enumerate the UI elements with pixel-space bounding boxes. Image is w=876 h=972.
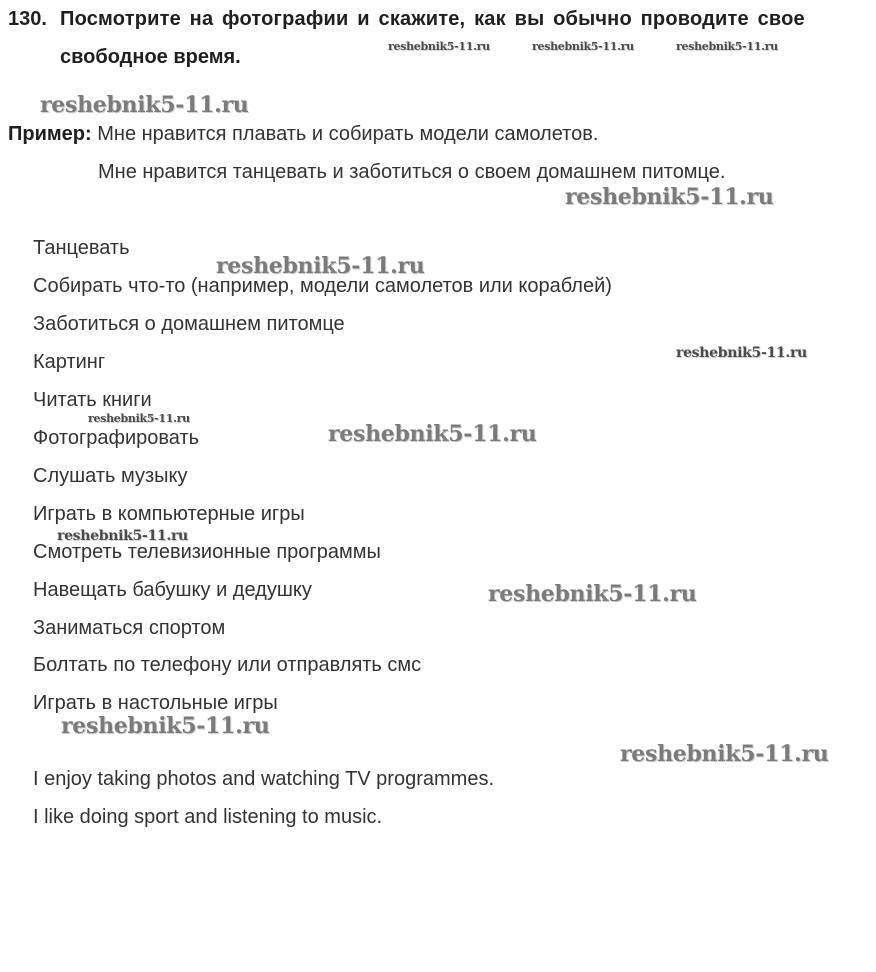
watermark: reshebnik5-11.ru	[620, 741, 829, 767]
activity-item: Играть в настольные игры	[33, 692, 278, 714]
example-text-1: Мне нравится плавать и собирать модели самолетов.	[97, 123, 599, 145]
activity-item: Картинг	[33, 351, 106, 373]
task-instruction-line-2: свободное время.	[60, 46, 241, 68]
activity-item: Болтать по телефону или отправлять смс	[33, 654, 422, 676]
example-line-2: Мне нравится танцевать и заботиться о своем домашнем питомце.	[98, 161, 726, 183]
answer-line-2: I like doing sport and listening to music.	[33, 806, 383, 828]
activity-item: Заботиться о домашнем питомце	[33, 313, 345, 335]
watermark: reshebnik5-11.ru	[40, 92, 249, 118]
task-instruction-line-1: Посмотрите на фотографии и скажите, как вы обычно проводите свое	[60, 8, 805, 30]
watermark: reshebnik5-11.ru	[488, 581, 697, 607]
activity-item: Читать книги	[33, 389, 152, 411]
watermark: reshebnik5-11.ru	[88, 412, 190, 425]
example-line-1	[8, 123, 598, 146]
watermark: reshebnik5-11.ru	[216, 253, 425, 279]
example-label: Пример:	[8, 123, 92, 145]
task-number: 130.	[8, 8, 47, 30]
activity-item: Играть в компьютерные игры	[33, 503, 305, 525]
watermark: reshebnik5-11.ru	[676, 40, 778, 53]
activity-item: Фотографировать	[33, 427, 200, 449]
watermark: reshebnik5-11.ru	[57, 528, 188, 544]
activity-item: Заниматься спортом	[33, 617, 226, 639]
activity-item: Слушать музыку	[33, 465, 188, 487]
answer-line-1: I enjoy taking photos and watching TV programmes.	[33, 768, 494, 790]
watermark: reshebnik5-11.ru	[676, 345, 807, 361]
activity-item: Собирать что-то (например, модели самолетов или кораблей)	[33, 275, 612, 297]
activity-item: Смотреть телевизионные программы	[33, 541, 381, 563]
watermark: reshebnik5-11.ru	[388, 40, 490, 53]
watermark: reshebnik5-11.ru	[565, 184, 774, 210]
activity-item: Танцевать	[33, 237, 130, 259]
watermark: reshebnik5-11.ru	[61, 713, 270, 739]
activity-item: Навещать бабушку и дедушку	[33, 579, 312, 601]
watermark: reshebnik5-11.ru	[328, 421, 537, 447]
watermark: reshebnik5-11.ru	[532, 40, 634, 53]
